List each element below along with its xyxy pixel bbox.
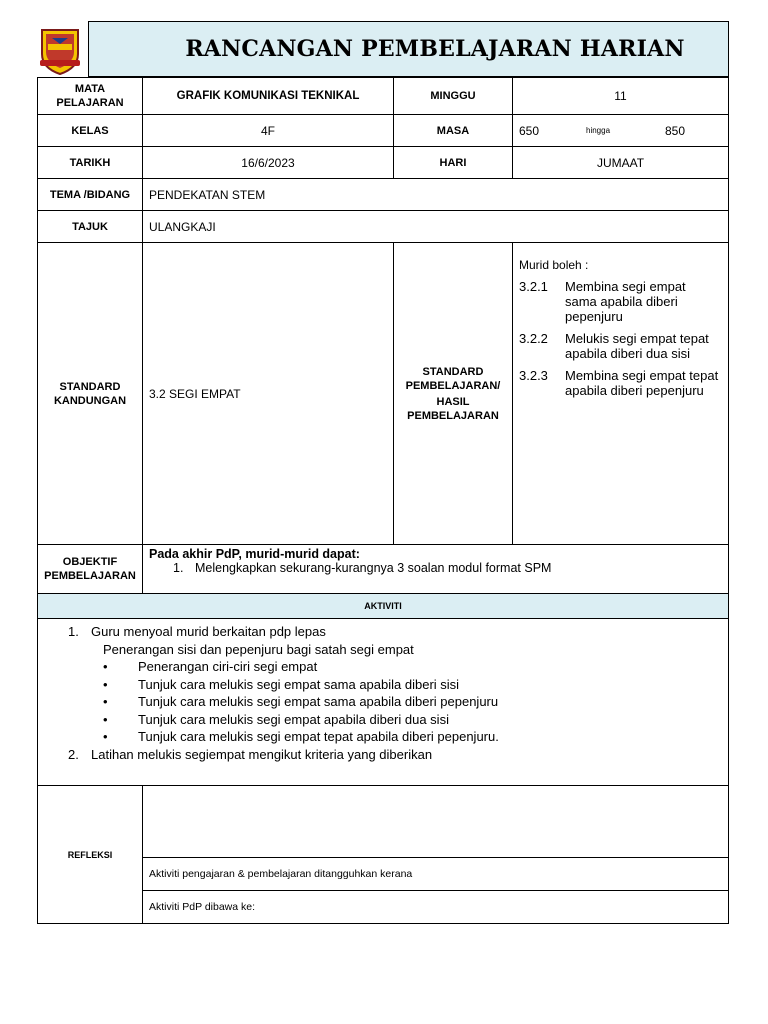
value-subject: GRAFIK KOMUNIKASI TEKNIKAL bbox=[142, 77, 394, 115]
activity-bullet: • Tunjuk cara melukis segi empat apabila diberi dua sisi bbox=[103, 711, 449, 727]
reflection-notes[interactable] bbox=[142, 785, 729, 858]
school-crest-icon bbox=[38, 24, 82, 76]
carried-text: Aktiviti PdP dibawa ke: bbox=[149, 901, 256, 913]
activity-subtext: Penerangan sisi dan pepenjuru bagi satah segi empat bbox=[103, 641, 414, 657]
objective-heading: Pada akhir PdP, murid-murid dapat: bbox=[149, 547, 360, 561]
label-reflection: REFLEKSI bbox=[37, 785, 143, 924]
time-end: 850 bbox=[665, 123, 686, 138]
reflection-carried[interactable] bbox=[142, 890, 729, 924]
activity-header: AKTIVITI bbox=[37, 593, 729, 619]
value-day: JUMAAT bbox=[512, 146, 729, 179]
value-topic: ULANGKAJI bbox=[142, 210, 729, 243]
value-standard-content: 3.2 SEGI EMPAT bbox=[142, 242, 394, 545]
label-date: TARIKH bbox=[37, 146, 143, 179]
reflection-postponed[interactable] bbox=[142, 857, 729, 891]
postponed-text: Aktiviti pengajaran & pembelajaran ditangguhkan kerana bbox=[149, 868, 413, 880]
value-standard-learning bbox=[512, 242, 729, 545]
objective-item: 1. Melengkapkan sekurang-kurangnya 3 soalan modul format SPM bbox=[173, 561, 552, 575]
label-topic: TAJUK bbox=[37, 210, 143, 243]
activity-item: 2. Latihan melukis segiempat mengikut kriteria yang diberikan bbox=[68, 746, 433, 762]
label-class: KELAS bbox=[37, 114, 143, 147]
label-day: HARI bbox=[393, 146, 513, 179]
label-time: MASA bbox=[393, 114, 513, 147]
activity-bullet: • Tunjuk cara melukis segi empat sama apabila diberi pepenjuru bbox=[103, 694, 499, 709]
value-theme: PENDEKATAN STEM bbox=[142, 178, 729, 211]
value-class: 4F bbox=[142, 114, 394, 147]
label-theme: TEMA /BIDANG bbox=[37, 178, 143, 211]
activity-bullet: • Penerangan ciri-ciri segi empat bbox=[103, 659, 318, 674]
label-standard-content: STANDARD KANDUNGAN bbox=[37, 242, 143, 545]
activity-bullet: • Tunjuk cara melukis segi empat tepat apabila diberi pepenjuru. bbox=[103, 729, 499, 744]
time-sep: hingga bbox=[586, 126, 611, 135]
learning-intro: Murid boleh : bbox=[519, 258, 589, 272]
value-date: 16/6/2023 bbox=[142, 146, 394, 179]
learning-label-line2: HASIL PEMBELAJARAN bbox=[407, 395, 499, 422]
value-week: 11 bbox=[512, 77, 729, 115]
value-objective bbox=[142, 544, 729, 594]
value-time bbox=[512, 114, 729, 147]
label-objective: OBJEKTIF PEMBELAJARAN bbox=[37, 544, 143, 594]
activity-item: 1. Guru menyoal murid berkaitan pdp lepas bbox=[68, 624, 326, 639]
label-subject: MATA PELAJARAN bbox=[37, 77, 143, 115]
label-week: MINGGU bbox=[393, 77, 513, 115]
learning-item: 3.2.2 Melukis segi empat tepat apabila diberi dua sisi bbox=[519, 331, 709, 361]
activity-bullet: • Tunjuk cara melukis segi empat sama apabila diberi sisi bbox=[103, 676, 460, 692]
learning-item: 3.2.1 Membina segi empat sama apabila diberi pepenjuru bbox=[519, 279, 686, 324]
time-start: 650 bbox=[519, 123, 540, 138]
learning-label-line1: STANDARD PEMBELAJARAN/ bbox=[405, 365, 501, 392]
page-title: RANCANGAN PEMBELAJARAN HARIAN bbox=[185, 36, 685, 62]
activity-body bbox=[37, 618, 729, 786]
label-standard-learning bbox=[393, 242, 513, 545]
learning-item: 3.2.3 Membina segi empat tepat apabila diberi pepenjuru bbox=[519, 368, 719, 398]
